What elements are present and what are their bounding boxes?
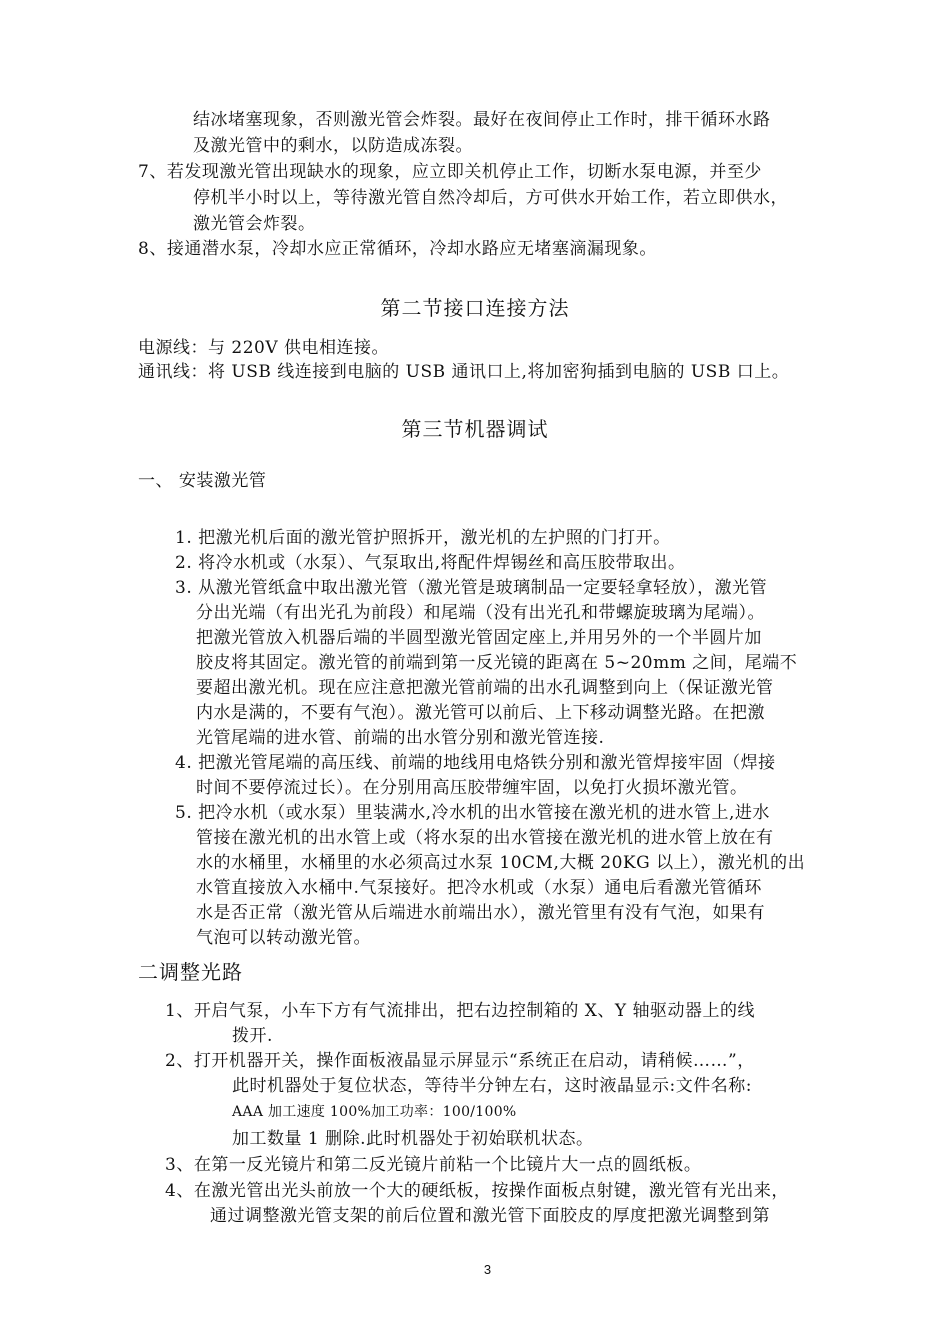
text-line: 此时机器处于复位状态，等待半分钟左右，这时液晶显示:文件名称: <box>232 1076 752 1096</box>
list-item: 2. 将冷水机或（水泵）、气泵取出,将配件焊锡丝和高压胶带取出。 <box>175 553 686 573</box>
list-item-8: 8、接通潜水泵，冷却水应正常循环，冷却水路应无堵塞滴漏现象。 <box>138 239 657 259</box>
text-line: 光管尾端的进水管、前端的出水管分别和激光管连接. <box>196 728 605 748</box>
list-item: 3. 从激光管纸盒中取出激光管（激光管是玻璃制品一定要轻拿轻放），激光管 <box>175 578 768 598</box>
text-line: 激光管会炸裂。 <box>193 214 316 234</box>
section-heading: 第二节接口连接方法 <box>380 296 570 320</box>
text-line: 加工数量 1 删除.此时机器处于初始联机状态。 <box>232 1129 594 1149</box>
text-line: 时间不要停流过长）。在分别用高压胶带缠牢固，以免打火损坏激光管。 <box>196 778 748 798</box>
list-item: 5. 把冷水机（或水泵）里装满水,冷水机的出水管接在激光机的进水管上,进水 <box>175 803 770 823</box>
lcd-display-line: AAA 加工速度 100%加工功率：100/100% <box>232 1104 517 1120</box>
text-line: 分出光端（有出光孔为前段）和尾端（没有出光孔和带螺旋玻璃为尾端）。 <box>196 603 765 623</box>
list-item: 4、在激光管出光头前放一个大的硬纸板，按操作面板点射键，激光管有光出来， <box>165 1181 789 1201</box>
text-line: 内水是满的，不要有气泡）。激光管可以前后、上下移动调整光路。在把激 <box>196 703 765 723</box>
text-line: 气泡可以转动激光管。 <box>196 928 371 948</box>
list-item: 4. 把激光管尾端的高压线、前端的地线用电烙铁分别和激光管焊接牢固（焊接 <box>175 753 776 773</box>
subsection-heading: 一、 安装激光管 <box>138 471 267 491</box>
text-line: 及激光管中的剩水，以防造成冻裂。 <box>193 136 473 156</box>
list-item: 3、在第一反光镜片和第二反光镜片前粘一个比镜片大一点的圆纸板。 <box>165 1155 702 1175</box>
text-line: 水的水桶里，水桶里的水必须高过水泵 10CM,大概 20KG 以上），激光机的出 <box>196 853 806 873</box>
text-line: 拨开. <box>232 1026 273 1046</box>
list-item: 1、开启气泵，小车下方有气流排出，把右边控制箱的 X、Y 轴驱动器上的线 <box>165 1001 755 1021</box>
text-line: 胶皮将其固定。激光管的前端到第一反光镜的距离在 5~20mm 之间，尾端不 <box>196 653 798 673</box>
text-line: 通过调整激光管支架的前后位置和激光管下面胶皮的厚度把激光调整到第 <box>210 1206 770 1226</box>
text-line: 水管直接放入水桶中.气泵接好。把冷水机或（水泵）通电后看激光管循环 <box>196 878 762 898</box>
text-line: 要超出激光机。现在应注意把激光管前端的出水孔调整到向上（保证激光管 <box>196 678 774 698</box>
text-line: 水是否正常（激光管从后端进水前端出水），激光管里有没有气泡，如果有 <box>196 903 765 923</box>
page-number: 3 <box>483 1262 492 1277</box>
list-item: 1. 把激光机后面的激光管护照拆开，激光机的左护照的门打开。 <box>175 528 671 548</box>
text-line: 停机半小时以上，等待激光管自然冷却后，方可供水开始工作，若立即供水， <box>193 188 788 208</box>
text-line: 结冰堵塞现象，否则激光管会炸裂。最好在夜间停止工作时，排干循环水路 <box>193 110 771 130</box>
list-item: 2、打开机器开关，操作面板液晶显示屏显示“系统正在启动，请稍候……”， <box>165 1051 755 1071</box>
text-line: 把激光管放入机器后端的半圆型激光管固定座上,并用另外的一个半圆片加 <box>196 628 762 648</box>
subsection-heading: 二调整光路 <box>138 960 243 984</box>
section-heading: 第三节机器调试 <box>401 417 549 441</box>
text-line: 通讯线：将 USB 线连接到电脑的 USB 通讯口上,将加密狗插到电脑的 USB 口上。 <box>138 362 790 382</box>
text-line: 管接在激光机的出水管上或（将水泵的出水管接在激光机的进水管上放在有 <box>196 828 774 848</box>
list-item-7: 7、若发现激光管出现缺水的现象，应立即关机停止工作，切断水泵电源，并至少 <box>138 162 762 182</box>
text-line: 电源线：与 220V 供电相连接。 <box>138 338 390 358</box>
